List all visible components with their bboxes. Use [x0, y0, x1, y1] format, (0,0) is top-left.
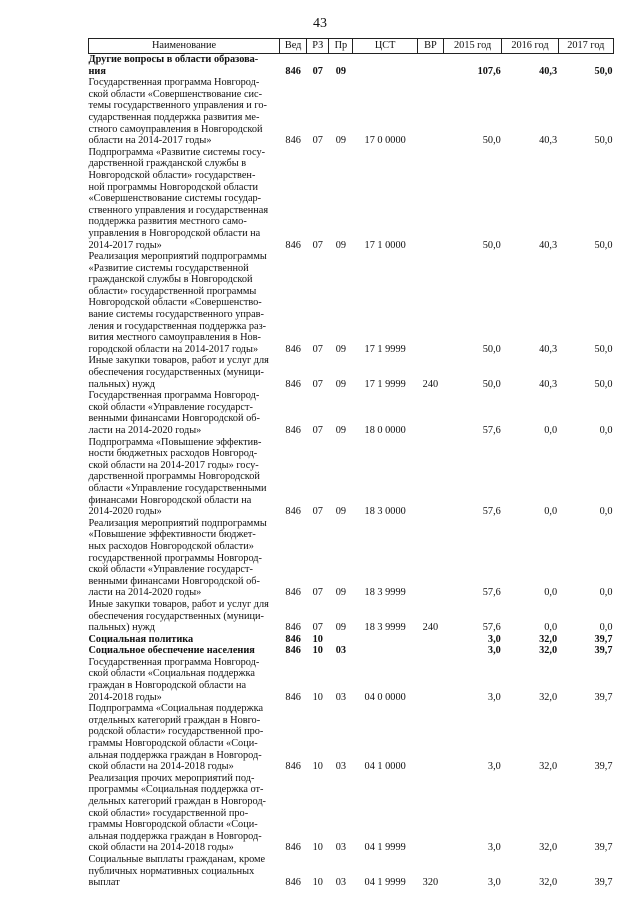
col-header-2016: 2016 год	[502, 39, 558, 54]
row-2017-cell: 0,0	[599, 622, 613, 634]
row-ved-cell: 846	[285, 65, 301, 77]
table-row	[89, 390, 614, 436]
row-name-cell: Иные закупки товаров, работ и услуг для обеспечения государственных (муници- пальных) нужд	[88, 598, 269, 634]
table-row	[89, 77, 614, 147]
row-vr-cell	[417, 251, 443, 355]
row-pr-cell: 09	[335, 343, 347, 355]
row-cst-cell: 04 1 9999	[364, 842, 406, 854]
col-header-rz: РЗ	[307, 39, 329, 54]
row-rz-cell: 10	[312, 645, 323, 657]
col-header-cst: ЦСТ	[353, 39, 417, 54]
row-rz-cell: 10	[312, 633, 323, 645]
row-2015-cell: 107,6	[477, 65, 501, 77]
row-cst-cell	[353, 634, 417, 646]
row-ved-cell: 846	[285, 645, 301, 657]
row-cst-cell: 18 3 9999	[364, 622, 406, 634]
row-2015-cell: 50,0	[482, 239, 501, 251]
row-pr-cell: 03	[335, 842, 347, 854]
row-rz-cell: 07	[312, 622, 323, 634]
row-cst-cell: 18 3 9999	[364, 587, 406, 599]
row-name-cell: Другие вопросы в области образова- ния	[88, 54, 259, 77]
row-pr-cell: 09	[335, 425, 347, 436]
row-ved-cell: 846	[285, 135, 301, 147]
row-name-cell: Иные закупки товаров, работ и услуг для обеспечения государственных (муници- пальных) нужд	[88, 355, 269, 390]
row-rz-cell: 07	[312, 587, 323, 599]
row-2017-cell: 50,0	[594, 343, 613, 355]
row-2016-cell: 0,0	[544, 425, 558, 436]
row-rz-cell: 10	[312, 761, 323, 773]
row-2016-cell: 32,0	[539, 691, 558, 703]
row-2016-cell: 32,0	[539, 761, 558, 773]
row-vr-cell	[417, 703, 443, 773]
table-header-row	[89, 39, 614, 54]
row-2015-cell: 50,0	[482, 135, 501, 147]
row-ved-cell: 846	[285, 622, 301, 634]
table-row	[89, 518, 614, 599]
row-vr-cell	[417, 54, 443, 78]
col-header-vr: ВР	[417, 39, 443, 54]
row-2015-cell: 3,0	[487, 633, 501, 645]
row-pr-cell	[329, 634, 353, 646]
row-rz-cell: 07	[312, 506, 323, 518]
row-2015-cell: 50,0	[482, 343, 501, 355]
col-header-2017: 2017 год	[558, 39, 613, 54]
row-cst-cell: 17 0 0000	[364, 135, 406, 147]
row-rz-cell: 07	[312, 239, 323, 251]
row-cst-cell: 18 0 0000	[364, 425, 406, 436]
row-vr-cell	[417, 390, 443, 436]
table-row	[89, 251, 614, 355]
row-2015-cell: 57,6	[482, 587, 501, 599]
row-2016-cell: 32,0	[539, 842, 558, 854]
row-2017-cell: 39,7	[594, 877, 613, 889]
row-vr-cell: 320	[422, 877, 439, 889]
row-vr-cell: 240	[422, 622, 439, 634]
row-name-cell: Подпрограмма «Повышение эффектив- ности бюджетных расходов Новгород- ской области на 2014-2017 годы» госу- дарственной программы Новгородской области «Управление государственными финансами Новгородской области на 2014-2020 годы»	[88, 436, 267, 518]
row-pr-cell: 03	[335, 877, 347, 889]
row-vr-cell: 240	[422, 378, 439, 390]
row-name-cell: Социальное обеспечение населения	[88, 645, 255, 657]
row-name-cell: Подпрограмма «Социальная поддержка отдельных категорий граждан в Новго- родской области» государственной про- граммы Новгородской области «Соци- альная поддержка граждан в Новгород- ской области на 2014-2018 годы»	[88, 703, 264, 773]
table-row	[89, 634, 614, 646]
row-ved-cell: 846	[285, 587, 301, 599]
row-vr-cell	[417, 147, 443, 251]
row-2015-cell: 57,6	[482, 622, 501, 634]
table-row	[89, 599, 614, 634]
row-2016-cell: 0,0	[544, 622, 558, 634]
row-name-cell: Государственная программа Новгород- ской области «Социальная поддержка граждан в Новгородской области на 2014-2018 годы»	[88, 656, 260, 703]
row-2015-cell: 3,0	[487, 842, 501, 854]
row-rz-cell: 07	[312, 378, 323, 390]
row-cst-cell: 04 1 0000	[364, 761, 406, 773]
row-2016-cell: 40,3	[539, 343, 558, 355]
row-rz-cell: 07	[312, 65, 323, 77]
row-cst-cell: 04 1 9999	[364, 877, 406, 889]
row-pr-cell: 09	[335, 587, 347, 599]
table-row	[89, 773, 614, 854]
row-2017-cell: 50,0	[594, 239, 613, 251]
row-pr-cell: 09	[335, 65, 347, 77]
row-pr-cell: 09	[335, 622, 347, 634]
row-2017-cell: 39,7	[594, 645, 613, 657]
row-vr-cell	[417, 77, 443, 147]
row-pr-cell: 03	[335, 761, 347, 773]
row-vr-cell	[417, 634, 443, 646]
table-row	[89, 645, 614, 657]
col-header-name: Наименование	[89, 39, 280, 54]
row-vr-cell	[417, 437, 443, 518]
table-body	[89, 54, 614, 889]
row-pr-cell: 09	[335, 378, 347, 390]
table-row	[89, 703, 614, 773]
row-name-cell: Реализация прочих мероприятий под- программы «Социальная поддержка от- дельных категорий граждан в Новгород- ской области» государственной про- граммы Новгородской области «Соци- альная поддержка граждан в Новгород- ской области на 2014-2018 годы»	[88, 772, 266, 854]
row-rz-cell: 07	[312, 135, 323, 147]
row-2015-cell: 3,0	[487, 645, 501, 657]
row-2015-cell: 3,0	[487, 761, 501, 773]
row-2017-cell: 0,0	[599, 506, 613, 518]
col-header-2015: 2015 год	[443, 39, 501, 54]
col-header-pr: Пр	[329, 39, 353, 54]
row-name-cell: Социальные выплаты гражданам, кроме публичных нормативных социальных выплат	[88, 853, 266, 889]
row-vr-cell	[417, 657, 443, 703]
row-2016-cell: 32,0	[539, 877, 558, 889]
row-2016-cell: 32,0	[539, 645, 558, 657]
row-cst-cell: 04 0 0000	[364, 691, 406, 703]
row-2016-cell: 40,3	[539, 239, 558, 251]
row-name-cell: Подпрограмма «Развитие системы госу- дарственной гражданской службы в Новгородской области» государствен- ной программы Новгородской области «Совершенствование системы государ- ственного управления и государственная поддержка развития местного само- управления в Новгородской области на 2014-2017 годы»	[88, 146, 269, 251]
row-2016-cell: 40,3	[539, 378, 558, 390]
row-ved-cell: 846	[285, 378, 301, 390]
row-pr-cell: 03	[335, 691, 347, 703]
row-ved-cell: 846	[285, 877, 301, 889]
row-2017-cell: 39,7	[594, 633, 613, 645]
row-2017-cell: 0,0	[599, 425, 613, 436]
row-rz-cell: 10	[312, 842, 323, 854]
row-pr-cell: 03	[335, 645, 347, 657]
row-2016-cell: 0,0	[544, 506, 558, 518]
row-cst-cell: 17 1 0000	[364, 239, 406, 251]
row-vr-cell	[417, 773, 443, 854]
budget-table	[88, 38, 614, 889]
row-2016-cell: 32,0	[539, 633, 558, 645]
row-vr-cell	[417, 518, 443, 599]
row-rz-cell: 10	[312, 691, 323, 703]
row-cst-cell: 18 3 0000	[364, 506, 406, 518]
page-number: 43	[313, 16, 327, 31]
row-ved-cell: 846	[285, 425, 301, 436]
row-rz-cell: 10	[312, 877, 323, 889]
row-2017-cell: 39,7	[594, 691, 613, 703]
row-vr-cell	[417, 645, 443, 657]
row-2017-cell: 50,0	[594, 378, 613, 390]
table-row	[89, 437, 614, 518]
row-2017-cell: 0,0	[599, 587, 613, 599]
row-name-cell: Реализация мероприятий подпрограммы «Повышение эффективности бюджет- ных расходов Новгородской области» государственной программы Новгород- ской области «Управление государст- венными финансами Новгородской об- ласти на 2014-2020 годы»	[88, 517, 267, 599]
row-ved-cell: 846	[285, 691, 301, 703]
row-ved-cell: 846	[285, 343, 301, 355]
row-2017-cell: 50,0	[594, 65, 613, 77]
row-ved-cell: 846	[285, 761, 301, 773]
row-2016-cell: 40,3	[539, 65, 558, 77]
row-cst-cell: 17 1 9999	[364, 343, 406, 355]
row-ved-cell: 846	[285, 633, 301, 645]
row-name-cell: Социальная политика	[88, 633, 194, 645]
row-2017-cell: 39,7	[594, 842, 613, 854]
row-2015-cell: 3,0	[487, 691, 501, 703]
row-cst-cell	[353, 54, 417, 78]
row-ved-cell: 846	[285, 506, 301, 518]
row-2015-cell: 50,0	[482, 378, 501, 390]
row-rz-cell: 07	[312, 343, 323, 355]
row-name-cell: Государственная программа Новгород- ской области «Совершенствование сис- темы государственного управления и го- сударственная поддержка развития ме- стного самоуправления в Новгородской области на 2014-2017 годы»	[88, 77, 267, 147]
row-cst-cell: 17 1 9999	[364, 378, 406, 390]
col-header-ved: Вед	[280, 39, 307, 54]
row-2016-cell: 40,3	[539, 135, 558, 147]
table-row	[89, 657, 614, 703]
row-2017-cell: 39,7	[594, 761, 613, 773]
row-cst-cell	[353, 645, 417, 657]
table-row	[89, 147, 614, 251]
row-ved-cell: 846	[285, 239, 301, 251]
table-row	[89, 854, 614, 889]
row-2015-cell: 57,6	[482, 506, 501, 518]
row-name-cell: Реализация мероприятий подпрограммы «Развитие системы государственной гражданской службы в Новгородской области» государственной программы Новгородской области «Совершенство- вание системы государственного управ- ления и государственная поддержка раз- вития местного самоуправления в Нов- городской области на 2014-2017 годы»	[88, 251, 267, 355]
row-2015-cell: 57,6	[482, 425, 501, 436]
table-row	[89, 355, 614, 390]
row-2017-cell: 50,0	[594, 135, 613, 147]
row-ved-cell: 846	[285, 842, 301, 854]
row-name-cell: Государственная программа Новгород- ской области «Управление государст- венными финансами Новгородской об- ласти на 2014-2020 годы»	[88, 390, 260, 436]
row-2016-cell: 0,0	[544, 587, 558, 599]
row-pr-cell: 09	[335, 239, 347, 251]
row-pr-cell: 09	[335, 506, 347, 518]
row-pr-cell: 09	[335, 135, 347, 147]
table-row	[89, 54, 614, 78]
row-2015-cell: 3,0	[487, 877, 501, 889]
row-rz-cell: 07	[312, 425, 323, 436]
